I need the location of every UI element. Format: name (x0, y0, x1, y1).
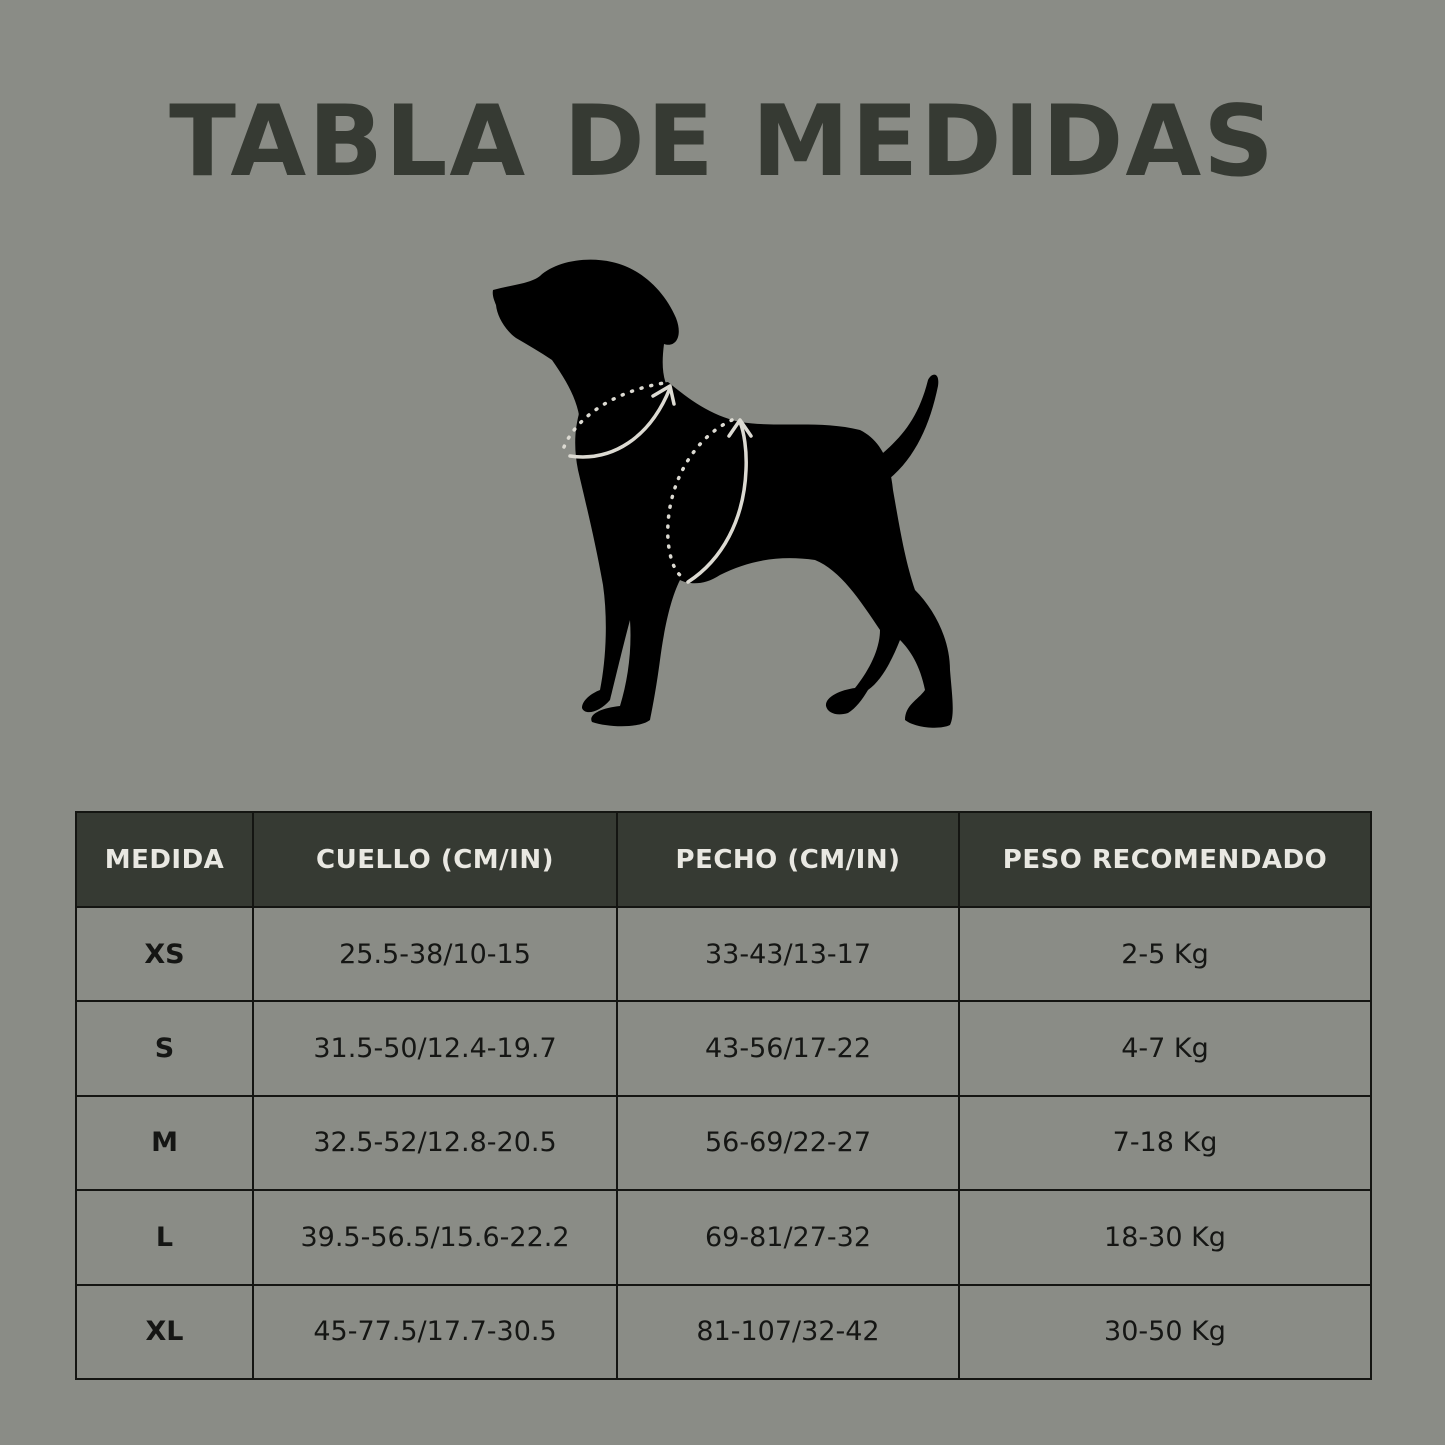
page-title: TABLA DE MEDIDAS (169, 85, 1276, 199)
chest-cell: 81-107/32-42 (617, 1285, 959, 1379)
size-cell: XS (76, 907, 253, 1001)
table-row (76, 907, 1371, 1001)
weight-cell: 30-50 Kg (959, 1285, 1371, 1379)
header-medida: MEDIDA (76, 812, 253, 907)
weight-cell: 18-30 Kg (959, 1190, 1371, 1284)
neck-cell: 31.5-50/12.4-19.7 (253, 1001, 617, 1095)
weight-cell: 7-18 Kg (959, 1096, 1371, 1190)
weight-cell: 4-7 Kg (959, 1001, 1371, 1095)
table-row (76, 1001, 1371, 1095)
chest-cell: 56-69/22-27 (617, 1096, 959, 1190)
chest-cell: 69-81/27-32 (617, 1190, 959, 1284)
header-peso: PESO RECOMENDADO (959, 812, 1371, 907)
dog-body (493, 260, 953, 728)
size-table (75, 811, 1372, 1380)
header-cuello: CUELLO (CM/IN) (253, 812, 617, 907)
size-cell: L (76, 1190, 253, 1284)
dog-silhouette-icon (470, 250, 970, 740)
table-row (76, 1096, 1371, 1190)
table-header-row (76, 812, 1371, 907)
table-row (76, 1190, 1371, 1284)
neck-cell: 25.5-38/10-15 (253, 907, 617, 1001)
neck-cell: 32.5-52/12.8-20.5 (253, 1096, 617, 1190)
weight-cell: 2-5 Kg (959, 907, 1371, 1001)
size-cell: XL (76, 1285, 253, 1379)
header-pecho: PECHO (CM/IN) (617, 812, 959, 907)
neck-cell: 45-77.5/17.7-30.5 (253, 1285, 617, 1379)
size-cell: S (76, 1001, 253, 1095)
neck-cell: 39.5-56.5/15.6-22.2 (253, 1190, 617, 1284)
chest-cell: 33-43/13-17 (617, 907, 959, 1001)
table-row (76, 1285, 1371, 1379)
size-cell: M (76, 1096, 253, 1190)
chest-cell: 43-56/17-22 (617, 1001, 959, 1095)
